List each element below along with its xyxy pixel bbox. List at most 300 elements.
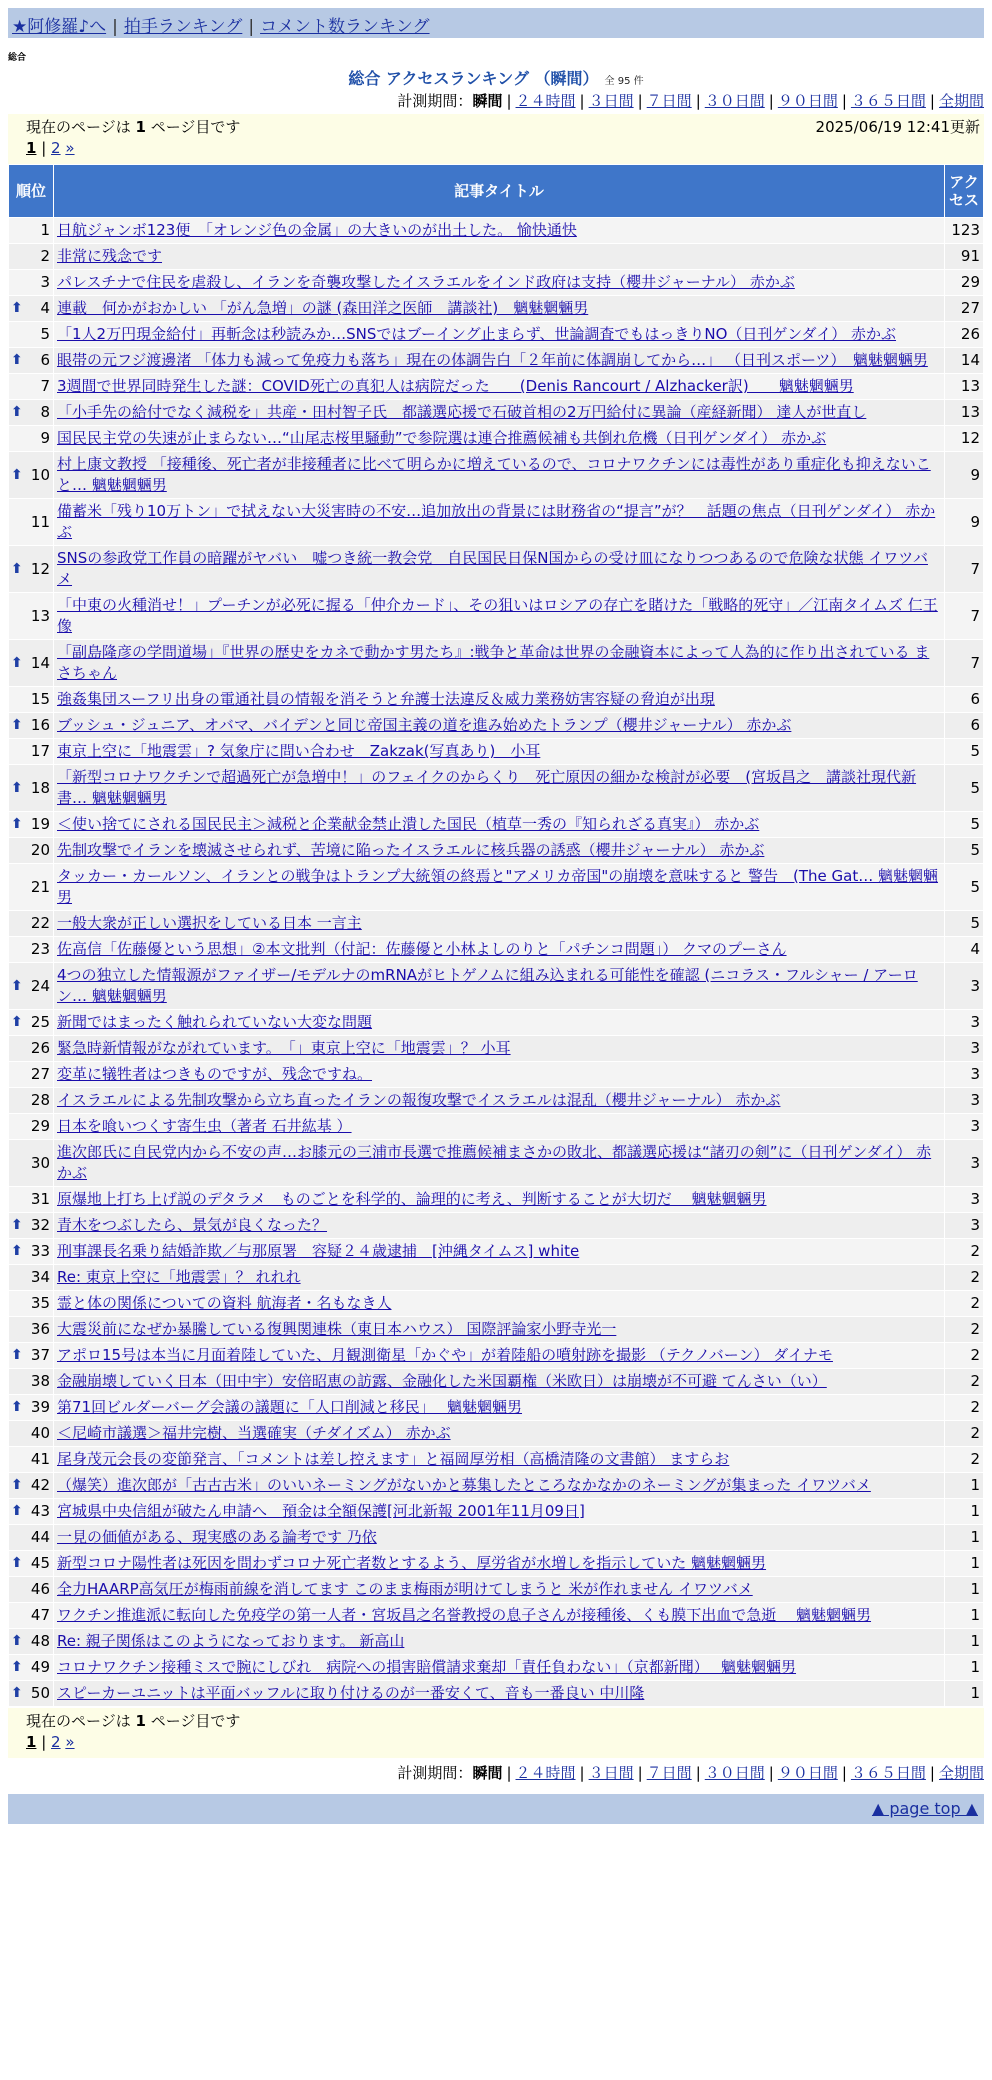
table-row [9, 1291, 983, 1316]
article-link[interactable]: パレスチナで住民を虐殺し、イランを奇襲攻撃したイスラエルをインド政府は支持（櫻井ジャーナル） 赤かぶ [57, 273, 795, 291]
access-count: 2 [945, 1395, 983, 1420]
rank-cell [9, 1213, 53, 1238]
rank-number: 40 [30, 1424, 50, 1442]
rank-number: 5 [40, 325, 50, 343]
arrow-up-icon: ⬆ [11, 717, 23, 733]
arrow-up-icon: ⬆ [11, 1014, 23, 1030]
period-separator: | [506, 92, 512, 110]
rank-number: 38 [30, 1372, 50, 1390]
period-link[interactable]: ３０日間 [704, 92, 765, 110]
table-row [9, 1010, 983, 1035]
access-count: 5 [945, 911, 983, 936]
page-title-row [0, 66, 992, 90]
article-link[interactable]: ＜尼崎市議選＞福井完樹、当選確実（チダイズム） 赤かぶ [57, 1424, 451, 1442]
article-link[interactable]: コロナワクチン接種ミスで腕にしびれ 病院への損害賠償請求棄却「責任負わない」（京都新聞） 魑魅魍魎男 [57, 1658, 797, 1676]
nav-link-comment-ranking[interactable]: コメント数ランキング [260, 17, 430, 37]
page-link-2[interactable]: 2 [51, 1733, 61, 1751]
title-cell [54, 1213, 944, 1238]
period-link[interactable]: ３６５日間 [850, 1764, 926, 1782]
period-link[interactable]: 全期間 [938, 92, 984, 110]
access-count: 2 [945, 1317, 983, 1342]
nav-separator: | [112, 17, 118, 37]
article-link[interactable]: 緊急時新情報がながれています。 「」東京上空に「地震雲」？ 小耳 [57, 1039, 511, 1057]
title-cell [54, 864, 944, 910]
rank-cell [9, 1036, 53, 1061]
rank-cell [9, 1603, 53, 1628]
article-link[interactable]: 非常に残念です [57, 247, 163, 265]
top-nav [8, 8, 984, 38]
title-cell [54, 687, 944, 712]
access-count: 9 [945, 499, 983, 545]
article-link[interactable]: 日本を喰いつくす寄生虫（著者 石井紘基 ） [57, 1117, 352, 1135]
article-link[interactable]: 霊と体の関係についての資料 航海者・名もなき人 [57, 1294, 392, 1312]
table-row [9, 1473, 983, 1498]
arrow-up-icon: ⬆ [11, 1685, 23, 1701]
rank-cell [9, 1187, 53, 1212]
title-cell [54, 452, 944, 498]
rank-cell [9, 812, 53, 837]
rank-number: 4 [40, 299, 50, 317]
title-cell [54, 400, 944, 425]
ranking-table-body [9, 218, 983, 1706]
title-cell [54, 1140, 944, 1186]
pager-bottom [8, 1708, 984, 1758]
period-link[interactable]: ７日間 [646, 1764, 692, 1782]
access-count: 9 [945, 452, 983, 498]
rank-number: 32 [30, 1216, 50, 1234]
access-count: 1 [945, 1603, 983, 1628]
article-link[interactable]: 強姦集団スーフリ出身の電通社員の情報を消そうと弁護士法違反＆威力業務妨害容疑の脅迫が出現 [57, 690, 715, 708]
page-link-1-current: 1 [26, 139, 37, 157]
table-row [9, 593, 983, 639]
access-count: 5 [945, 765, 983, 811]
page-status-prefix: 現在のページは [26, 1712, 131, 1730]
access-count: 13 [945, 374, 983, 399]
arrow-up-icon: ⬆ [11, 779, 23, 796]
rank-cell [9, 1577, 53, 1602]
article-link[interactable]: 原爆地上打ち上げ説のデタラメ ものごとを科学的、論理的に考え、判断することが大切だ 魑魅魍魎男 [57, 1190, 767, 1208]
title-cell [54, 546, 944, 592]
rank-cell [9, 1421, 53, 1446]
arrow-up-icon: ⬆ [11, 816, 23, 832]
access-count: 3 [945, 1187, 983, 1212]
rank-cell [9, 1140, 53, 1186]
rank-cell [9, 1525, 53, 1550]
rank-cell [9, 1265, 53, 1290]
title-cell [54, 1551, 944, 1576]
rank-number: 45 [30, 1554, 50, 1572]
article-link[interactable]: 眼帯の元フジ渡邊渚 「体力も減って免疫力も落ち」現在の体調告白「２年前に体調崩してから…」 （日刊スポーツ） 魑魅魍魎男 [57, 351, 928, 369]
section-tag: 総合 [8, 53, 27, 63]
title-cell [54, 296, 944, 321]
rank-number: 35 [30, 1294, 50, 1312]
article-link[interactable]: 先制攻撃でイランを壊滅させられず、苦境に陥ったイスラエルに核兵器の誘惑（櫻井ジャーナル） 赤かぶ [57, 841, 765, 859]
period-separator: | [637, 1764, 643, 1782]
article-link[interactable]: ブッシュ・ジュニア、オバマ、バイデンと同じ帝国主義の道を進み始めたトランプ（櫻井ジャーナル） 赤かぶ [57, 716, 792, 734]
rank-number: 34 [30, 1268, 50, 1286]
table-row [9, 546, 983, 592]
article-link[interactable]: 「小手先の給付でなく減税を」共産・田村智子氏 都議選応援で石破首相の2万円給付に異論（産経新聞） 達人が世直し [57, 403, 867, 421]
article-link[interactable]: 宮城県中央信組が破たん申請へ 預金は全額保護[河北新報 2001年11月09日] [57, 1502, 585, 1520]
article-link[interactable]: 4つの独立した情報源がファイザー/モデルナのmRNAがヒトゲノムに組み込まれる可能性を確認 (ニコラス・フルシャー / アーロン… 魑魅魍魎男 [57, 966, 918, 1005]
period-separator: | [695, 1764, 701, 1782]
arrow-up-icon: ⬆ [11, 352, 23, 368]
article-link[interactable]: Re: 東京上空に「地震雲」？ れれれ [57, 1268, 301, 1286]
title-cell [54, 1447, 944, 1472]
rank-cell [9, 499, 53, 545]
rank-number: 8 [40, 403, 50, 421]
rank-number: 1 [40, 221, 50, 239]
title-cell [54, 937, 944, 962]
rank-number: 19 [30, 815, 50, 833]
period-separator: | [841, 1764, 847, 1782]
table-row [9, 374, 983, 399]
page-link-2[interactable]: 2 [51, 139, 61, 157]
article-link[interactable]: タッカー・カールソン、イランとの戦争はトランプ大統領の終焉と"アメリカ帝国"の崩壊を意味すると 警告 (The Gat… 魑魅魍魎男 [57, 867, 939, 906]
article-link[interactable]: イスラエルによる先制攻撃から立ち直ったイランの報復攻撃でイスラエルは混乱（櫻井ジャーナル） 赤かぶ [57, 1091, 781, 1109]
title-cell [54, 1062, 944, 1087]
rank-cell [9, 713, 53, 738]
table-row [9, 1421, 983, 1446]
article-link[interactable]: スピーカーユニットは平面バッフルに取り付けるのが一番安くて、音も一番良い 中川隆 [57, 1684, 645, 1702]
article-link[interactable]: 大震災前になぜか暴騰している復興関連株（東日本ハウス） 国際評論家小野寺光一 [57, 1320, 617, 1338]
access-count: 1 [945, 1681, 983, 1706]
rank-cell [9, 1447, 53, 1472]
rank-number: 41 [30, 1450, 50, 1468]
arrow-up-icon: ⬆ [11, 977, 23, 994]
column-header-title: 記事タイトル [54, 165, 944, 217]
article-link[interactable]: 刑事課長名乗り結婚詐欺／与那原署 容疑２４歳逮捕 [沖縄タイムス] white [57, 1242, 580, 1260]
title-cell [54, 348, 944, 373]
period-link[interactable]: ３０日間 [704, 1764, 765, 1782]
title-cell [54, 765, 944, 811]
table-row [9, 218, 983, 243]
access-count: 14 [945, 348, 983, 373]
access-count: 1 [945, 1655, 983, 1680]
table-row [9, 640, 983, 686]
access-count: 13 [945, 400, 983, 425]
article-link[interactable]: 「新型コロナワクチンで超過死亡が急増中！」のフェイクのからくり 死亡原因の細かな検討が必要 (宮坂昌之 講談社現代新書… 魑魅魍魎男 [57, 768, 917, 807]
article-link[interactable]: 佐高信「佐藤優という思想」②本文批判（付記：佐藤優と小林よしのりと「パチンコ問題」） クマのプーさん [57, 940, 787, 958]
arrow-up-icon: ⬆ [11, 1399, 23, 1415]
table-row [9, 1369, 983, 1394]
article-link[interactable]: 尾身茂元会長の変節発言、「コメントは差し控えます」と福岡厚労相（高橋清隆の文書館） ますらお [57, 1450, 730, 1468]
access-count: 2 [945, 1421, 983, 1446]
title-cell [54, 1317, 944, 1342]
nav-link-clap-ranking[interactable]: 拍手ランキング [123, 17, 243, 37]
table-row [9, 244, 983, 269]
access-count: 7 [945, 593, 983, 639]
rank-number: 25 [30, 1013, 50, 1031]
article-link[interactable]: 「中東の火種消せ！」プーチンが必死に握る「仲介カード」、その狙いはロシアの存亡を賭けた「戦略的死守」／江南タイムズ 仁王像 [57, 596, 938, 635]
article-link[interactable]: 「副島隆彦の学問道場」『世界の歴史をカネで動かす男たち』:戦争と革命は世界の金融資本によって人為的に作り出されている まさちゃん [57, 643, 930, 682]
period-link[interactable]: ７日間 [646, 92, 692, 110]
access-count: 3 [945, 963, 983, 1009]
rank-cell [9, 244, 53, 269]
arrow-up-icon: ⬆ [11, 1503, 23, 1519]
access-count: 5 [945, 739, 983, 764]
rank-number: 39 [30, 1398, 50, 1416]
next-page-link[interactable]: » [65, 139, 75, 157]
table-row [9, 1395, 983, 1420]
arrow-up-icon: ⬆ [11, 1555, 23, 1571]
current-page-number: 1 [135, 1712, 146, 1730]
access-count: 3 [945, 1213, 983, 1238]
rank-cell [9, 452, 53, 498]
rank-number: 28 [30, 1091, 50, 1109]
title-cell [54, 1421, 944, 1446]
period-separator: | [768, 1764, 774, 1782]
article-link[interactable]: 一見の価値がある、現実感のある論考です 乃依 [57, 1528, 377, 1546]
updated-timestamp: 2025/06/19 12:41更新 [815, 118, 980, 136]
article-link[interactable]: 一般大衆が正しい選択をしている日本 一言主 [57, 914, 362, 932]
article-link[interactable]: 3週間で世界同時発生した謎：COVID死亡の真犯人は病院だった (Denis Rancourt / Alzhacker訳) 魑魅魍魎男 [57, 377, 854, 395]
article-link[interactable]: 東京上空に「地震雲」? 気象庁に問い合わせ Zakzak(写真あり) 小耳 [57, 742, 541, 760]
period-link[interactable]: ３日間 [588, 1764, 634, 1782]
table-row [9, 348, 983, 373]
table-row [9, 1036, 983, 1061]
table-row [9, 1088, 983, 1113]
article-link[interactable]: 第71回ビルダーバーグ会議の議題に「人口削減と移民」 魑魅魍魎男 [57, 1398, 523, 1416]
period-current: 瞬間 [472, 92, 503, 110]
access-count: 5 [945, 838, 983, 863]
period-separator: | [695, 92, 701, 110]
rank-number: 3 [40, 273, 50, 291]
rank-cell [9, 1551, 53, 1576]
table-row [9, 1343, 983, 1368]
arrow-up-icon: ⬆ [11, 466, 23, 483]
arrow-up-icon: ⬆ [11, 1477, 23, 1493]
rank-cell [9, 426, 53, 451]
page-status-suffix: ページ目です [150, 1712, 241, 1730]
next-page-link[interactable]: » [65, 1733, 75, 1751]
title-cell [54, 911, 944, 936]
table-row [9, 864, 983, 910]
period-link[interactable]: ２４時間 [515, 92, 576, 110]
page-status-suffix: ページ目です [150, 118, 241, 136]
rank-cell [9, 1369, 53, 1394]
table-row [9, 1187, 983, 1212]
title-cell [54, 1655, 944, 1680]
period-link[interactable]: 全期間 [938, 1764, 984, 1782]
title-cell [54, 1239, 944, 1264]
rank-number: 20 [30, 841, 50, 859]
title-cell [54, 1187, 944, 1212]
period-selector [8, 1762, 984, 1786]
table-row [9, 270, 983, 295]
rank-cell [9, 864, 53, 910]
table-row [9, 1239, 983, 1264]
title-cell [54, 1343, 944, 1368]
access-count: 7 [945, 546, 983, 592]
rank-cell [9, 1010, 53, 1035]
period-link[interactable]: ２４時間 [515, 1764, 576, 1782]
access-count: 1 [945, 1577, 983, 1602]
rank-cell [9, 838, 53, 863]
table-row [9, 911, 983, 936]
table-row [9, 1213, 983, 1238]
table-row [9, 1447, 983, 1472]
period-separator: | [768, 92, 774, 110]
article-link[interactable]: 新聞ではまったく触れられていない大変な問題 [57, 1013, 373, 1031]
title-cell [54, 322, 944, 347]
article-link[interactable]: アポロ15号は本当に月面着陸していた、月観測衛星「かぐや」が着陸船の噴射跡を撮影 （テクノバーン） ダイナモ [57, 1346, 833, 1364]
rank-cell [9, 400, 53, 425]
table-row [9, 1681, 983, 1706]
arrow-up-icon: ⬆ [11, 654, 23, 671]
title-cell [54, 1395, 944, 1420]
article-link[interactable]: 全力HAARP高気圧が梅雨前線を消してます このまま梅雨が明けてしまうと 米が作れません イワツバメ [57, 1580, 753, 1598]
title-cell [54, 713, 944, 738]
article-link[interactable]: 「1人2万円現金給付」再斬念は秒読みか…SNSではブーイング止まらず、世論調査でもはっきりNO（日刊ゲンダイ） 赤かぶ [57, 325, 897, 343]
footer-bar [8, 1794, 984, 1824]
access-count: 29 [945, 270, 983, 295]
period-link[interactable]: ９０日間 [777, 92, 838, 110]
rank-cell [9, 1239, 53, 1264]
article-link[interactable]: Re: 親子関係はこのようになっております。 新高山 [57, 1632, 405, 1650]
rank-number: 50 [30, 1684, 50, 1702]
access-count: 3 [945, 1036, 983, 1061]
title-cell [54, 1603, 944, 1628]
access-count: 1 [945, 1629, 983, 1654]
table-row [9, 452, 983, 498]
access-count: 3 [945, 1140, 983, 1186]
period-link[interactable]: ３日間 [588, 92, 634, 110]
rank-number: 15 [30, 690, 50, 708]
article-link[interactable]: 金融崩壊していく日本（田中宇）安倍昭恵の訪露、金融化した米国覇権（米欧日）は崩壊が不可避 てんさい（い） [57, 1372, 827, 1390]
current-page-number: 1 [135, 118, 146, 136]
rank-cell [9, 374, 53, 399]
title-cell [54, 426, 944, 451]
page-links: 1 | 2 » [26, 139, 75, 157]
rank-cell [9, 1291, 53, 1316]
access-count: 1 [945, 1525, 983, 1550]
page-links: 1 | 2 » [26, 1733, 75, 1751]
table-row [9, 838, 983, 863]
arrow-up-icon: ⬆ [11, 404, 23, 420]
article-link[interactable]: 日航ジャンボ123便 「オレンジ色の金属」の大きいのが出土した。 愉快通快 [57, 221, 577, 239]
article-link[interactable]: ＜使い捨てにされる国民民主＞減税と企業献金禁止潰した国民（植草一秀の『知られざる真実』） 赤かぶ [57, 815, 760, 833]
rank-cell [9, 1629, 53, 1654]
ranking-table [8, 164, 984, 1707]
rank-number: 49 [30, 1658, 50, 1676]
arrow-up-icon: ⬆ [11, 1243, 23, 1259]
nav-link-asyura[interactable]: ★阿修羅♪へ [12, 17, 107, 37]
rank-cell [9, 1499, 53, 1524]
access-count: 1 [945, 1551, 983, 1576]
access-count: 26 [945, 322, 983, 347]
table-row [9, 1499, 983, 1524]
period-link[interactable]: ９０日間 [777, 1764, 838, 1782]
page-top-link[interactable]: ▲ page top ▲ [871, 1799, 978, 1818]
title-cell [54, 1473, 944, 1498]
rank-cell [9, 296, 53, 321]
article-link[interactable]: 変革に犠牲者はつきものですが、残念ですね。 [57, 1065, 373, 1083]
page-status-prefix: 現在のページは [26, 118, 131, 136]
table-row [9, 687, 983, 712]
access-count: 3 [945, 1088, 983, 1113]
title-cell [54, 374, 944, 399]
title-cell [54, 1369, 944, 1394]
arrow-up-icon: ⬆ [11, 560, 23, 577]
article-link[interactable]: 連載 何かがおかしい 「がん急増」の謎 (森田洋之医師 講談社) 魑魅魍魎男 [57, 299, 589, 317]
table-row [9, 1317, 983, 1342]
rank-number: 7 [40, 377, 50, 395]
article-link[interactable]: 青木をつぶしたら、景気が良くなった？ [57, 1216, 328, 1234]
rank-number: 44 [30, 1528, 50, 1546]
article-link[interactable]: （爆笑）進次郎が「古古古米」のいいネーミングがないかと募集したところなかなかのネーミングが集まった イワツバメ [57, 1476, 871, 1494]
period-separator: | [506, 1764, 512, 1782]
table-row [9, 937, 983, 962]
rank-number: 16 [30, 716, 50, 734]
title-cell [54, 838, 944, 863]
rank-cell [9, 963, 53, 1009]
rank-cell [9, 1114, 53, 1139]
arrow-up-icon: ⬆ [11, 300, 23, 316]
article-link[interactable]: 備蓄米「残り10万トン」で拭えない大災害時の不安…追加放出の背景には財務省の“提言”が？ 話題の焦点（日刊ゲンダイ） 赤かぶ [57, 502, 936, 541]
title-cell [54, 1036, 944, 1061]
total-count: 全 95 件 [604, 76, 644, 87]
access-count: 5 [945, 812, 983, 837]
access-count: 3 [945, 1114, 983, 1139]
rank-number: 10 [30, 465, 50, 484]
rank-number: 47 [30, 1606, 50, 1624]
rank-number: 27 [30, 1065, 50, 1083]
rank-cell [9, 911, 53, 936]
access-count: 2 [945, 1239, 983, 1264]
access-count: 7 [945, 640, 983, 686]
article-link[interactable]: 新型コロナ陽性者は死因を問わずコロナ死亡者数とするよう、厚労省が水増しを指示していた 魑魅魍魎男 [57, 1554, 767, 1572]
rank-number: 37 [30, 1346, 50, 1364]
arrow-up-icon: ⬆ [11, 1659, 23, 1675]
rank-cell [9, 1317, 53, 1342]
rank-cell [9, 1681, 53, 1706]
table-row [9, 765, 983, 811]
table-row [9, 400, 983, 425]
period-link[interactable]: ３６５日間 [850, 92, 926, 110]
title-cell [54, 812, 944, 837]
article-link[interactable]: 村上康文教授 「接種後、死亡者が非接種者に比べて明らかに増えているので、コロナワクチンには毒性があり重症化も抑えないこと… 魑魅魍魎男 [57, 455, 931, 494]
title-cell [54, 1499, 944, 1524]
access-count: 4 [945, 937, 983, 962]
period-separator: | [579, 92, 585, 110]
rank-number: 9 [40, 429, 50, 447]
column-header-rank: 順位 [9, 165, 53, 217]
rank-cell [9, 937, 53, 962]
access-count: 123 [945, 218, 983, 243]
access-count: 6 [945, 687, 983, 712]
period-separator: | [929, 1764, 935, 1782]
rank-number: 12 [30, 559, 50, 578]
rank-cell [9, 1395, 53, 1420]
title-cell [54, 218, 944, 243]
table-row [9, 296, 983, 321]
article-link[interactable]: SNSの参政党工作員の暗躍がヤバい 嘘つき統一教会党 自民国民日保N国からの受け皿になりつつあるので危険な状態 イワツバメ [57, 549, 928, 588]
title-cell [54, 499, 944, 545]
rank-number: 33 [30, 1242, 50, 1260]
rank-cell [9, 1062, 53, 1087]
title-cell [54, 1525, 944, 1550]
article-link[interactable]: 進次郎氏に自民党内から不安の声…お膝元の三浦市長選で推薦候補まさかの敗北、都議選応援は“諸刃の剣”に（日刊ゲンダイ） 赤かぶ [57, 1143, 932, 1182]
page-link-1-current: 1 [26, 1733, 37, 1751]
access-count: 1 [945, 1473, 983, 1498]
rank-cell [9, 640, 53, 686]
title-cell [54, 1577, 944, 1602]
table-row [9, 1062, 983, 1087]
rank-number: 29 [30, 1117, 50, 1135]
article-link[interactable]: 国民民主党の失速が止まらない…“山尾志桜里騒動”で参院選は連合推薦候補も共倒れ危機（日刊ゲンダイ） 赤かぶ [57, 429, 827, 447]
article-link[interactable]: ワクチン推進派に転向した免疫学の第一人者・宮坂昌之名誉教授の息子さんが接種後、くも膜下出血で急逝 魑魅魍魎男 [57, 1606, 872, 1624]
